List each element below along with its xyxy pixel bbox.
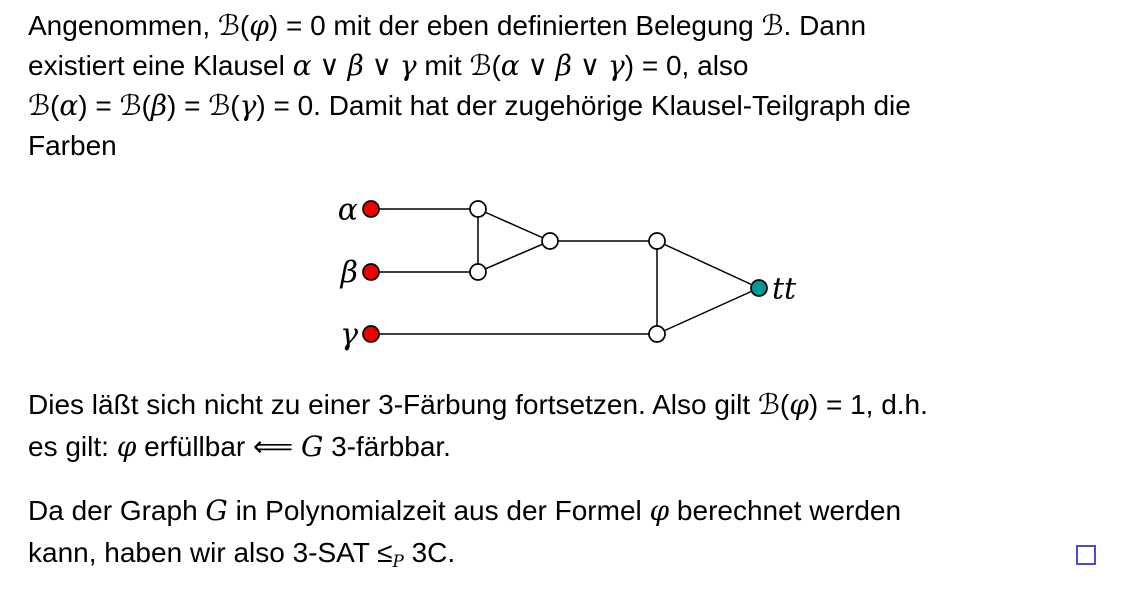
paragraph-conclusion <box>28 384 928 468</box>
graph-node-h4 <box>649 233 665 249</box>
graph-node-h3 <box>542 233 558 249</box>
graph-node-h5 <box>649 326 665 342</box>
graph-node-beta <box>363 264 379 280</box>
text-segment: 3C. <box>403 537 456 568</box>
text-segment: ∨ <box>519 50 556 81</box>
text-segment: Da der Graph <box>28 495 206 526</box>
text-segment: ( <box>239 10 250 41</box>
text-segment: ∨ <box>311 50 348 81</box>
text-segment: . Dann <box>783 10 867 41</box>
text-line <box>28 86 911 126</box>
text-segment: kann, haben wir also 3-SAT ≤ <box>28 537 393 568</box>
text-segment: ) = 0, also <box>624 50 749 81</box>
graph-edge-h1-h3 <box>478 209 550 241</box>
text-segment: 3-färbbar. <box>323 431 451 462</box>
math-segment: ℬ <box>761 9 784 42</box>
math-segment: ℬ <box>28 89 51 122</box>
math-segment: ℬ <box>119 89 142 122</box>
paragraph-assumption <box>28 6 911 166</box>
text-line <box>28 46 911 86</box>
text-line <box>28 532 901 574</box>
math-segment: P <box>392 551 404 572</box>
math-segment: φ <box>649 494 670 527</box>
text-segment: es gilt: <box>28 431 117 462</box>
text-segment: ) = 0 mit der eben definierten Belegung <box>268 10 762 41</box>
text-line <box>28 426 928 468</box>
math-segment: G <box>205 494 228 527</box>
text-segment: Angenommen, <box>28 10 218 41</box>
graph-node-label-beta: β <box>340 255 358 291</box>
math-segment: G <box>300 430 324 463</box>
math-segment: γ <box>239 89 257 122</box>
math-segment: ℬ <box>757 388 780 421</box>
text-segment: ( <box>779 389 790 420</box>
graph-node-tt <box>751 280 767 296</box>
text-line <box>28 126 911 166</box>
text-segment: ) = 0. Damit hat der zugehörige Klausel-Teilgraph die <box>256 90 911 121</box>
text-segment: erfüllbar ⟸ <box>136 431 301 462</box>
math-segment: α <box>500 49 520 82</box>
text-segment: ( <box>230 90 240 121</box>
graph-node-h1 <box>470 201 486 217</box>
graph-node-label-alpha: α <box>337 192 358 228</box>
text-segment: mit <box>416 50 470 81</box>
text-segment: ) = <box>167 90 209 121</box>
graph-node-label-tt: tt <box>772 271 797 307</box>
paragraph-polynomial-time <box>28 490 901 574</box>
text-segment: in Polynomialzeit aus der Formel <box>227 495 650 526</box>
text-segment: ∨ <box>363 50 400 81</box>
math-segment: β <box>150 89 168 122</box>
math-segment: φ <box>116 430 137 463</box>
text-segment: Dies läßt sich nicht zu einer 3-Färbung fortsetzen. Also gilt <box>28 389 758 420</box>
graph-edge-h2-h3 <box>478 241 550 272</box>
math-segment: γ <box>399 49 417 82</box>
text-line <box>28 384 928 426</box>
math-segment: γ <box>608 49 625 82</box>
math-segment: β <box>555 49 572 82</box>
graph-node-label-gamma: γ <box>340 317 358 353</box>
math-segment: ℬ <box>208 89 231 122</box>
math-segment: β <box>347 49 364 82</box>
text-segment: ∨ <box>571 50 609 81</box>
text-segment: existiert eine Klausel <box>28 50 293 81</box>
text-segment: Farben <box>28 130 117 161</box>
graph-node-gamma <box>363 326 379 342</box>
math-segment: α <box>59 89 79 122</box>
math-segment: α <box>292 49 312 82</box>
text-segment: ) = 1, d.h. <box>808 389 928 420</box>
text-line <box>28 490 901 532</box>
math-segment: ℬ <box>469 49 492 82</box>
graph-node-alpha <box>363 201 379 217</box>
math-segment: φ <box>789 388 809 421</box>
math-segment: φ <box>249 9 269 42</box>
qed-square-icon <box>1076 545 1096 565</box>
text-segment: ) = <box>78 90 120 121</box>
graph-node-h2 <box>470 264 486 280</box>
text-segment: ( <box>141 90 151 121</box>
text-line <box>28 6 911 46</box>
text-segment: berechnet werden <box>669 495 902 526</box>
text-segment: ( <box>491 50 501 81</box>
graph-edge-h5-tt <box>657 288 759 334</box>
math-segment: ℬ <box>217 9 240 42</box>
graph-edge-h4-tt <box>657 241 759 288</box>
text-segment: ( <box>50 90 60 121</box>
